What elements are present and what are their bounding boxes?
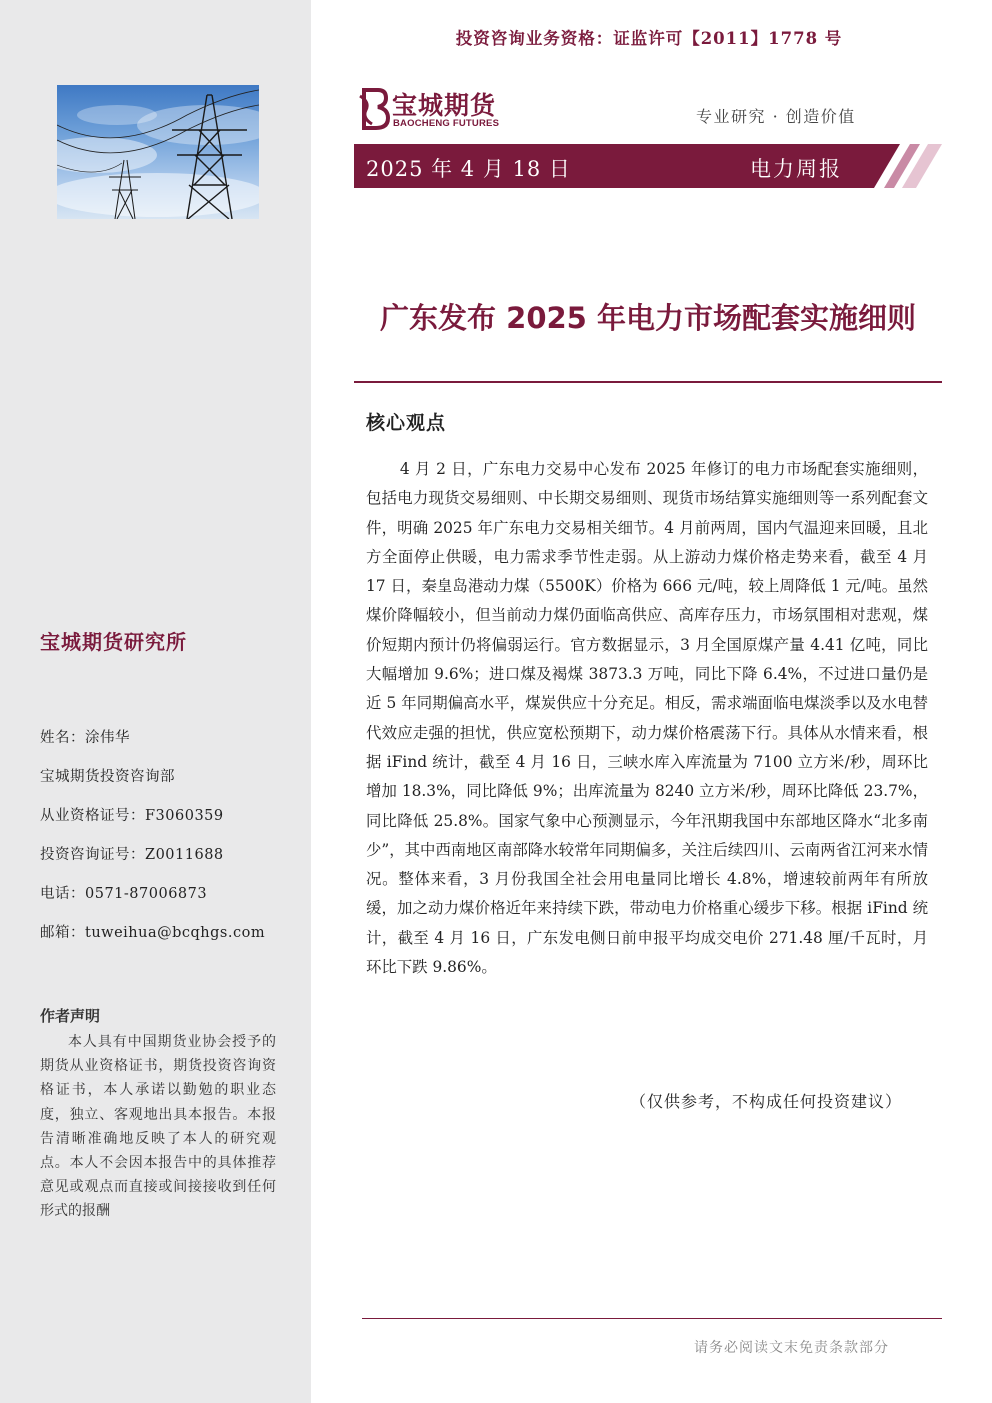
power-tower-image: [57, 85, 259, 219]
analyst-name: 姓名：涂伟华: [40, 730, 130, 746]
logo-mark-icon: [356, 86, 390, 132]
section-title: 核心观点: [366, 412, 447, 434]
consult-number: 投资咨询证号：Z0011688: [40, 847, 224, 863]
investment-disclaimer: （仅供参考，不构成任何投资建议）: [630, 1092, 903, 1111]
declaration-title: 作者声明: [40, 1007, 101, 1025]
report-date: 2025 年 4 月 18 日: [366, 157, 571, 181]
body-paragraph: 4 月 2 日，广东电力交易中心发布 2025 年修订的电力市场配套实施细则，包括电力现货交易细则、中长期交易细则、现货市场结算实施细则等一系列配套文件，明确 2025 年广东电力交易相关细节。4 月前两周，国内气温迎来回暖，且北方全面停止供暖，电力需求季节性走弱。从上游动力煤价格走势来看，截至 4 月 17 日，秦皇岛港动力煤（5500K）价格为 666 元/吨，较上周降低 1 元/吨。虽然煤价降幅较小，但当前动力煤仍面临高供应、高库存压力，市场氛围相对悲观，煤价短期内预计仍将偏弱运行。官方数据显示，3 月全国原煤产量 4.41 亿吨，同比大幅增加 9.6%；进口煤及褐煤 3873.3 万吨，同比下降 6.4%，不过进口量仍是近 5 年同期偏高水平，煤炭供应十分充足。相反，需求端面临电煤淡季以及水电替代效应走强的担忧，供应宽松预期下，动力煤价格震荡下行。具体从水情来看，根据 iFind 统计，截至 4 月 16 日，三峡水库入库流量为 7100 立方米/秒，周环比增加 18.3%，同比降低 9%；出库流量为 8240 立方米/秒，周环比降低 23.7%，同比降低 25.8%。国家气象中心预测显示，今年汛期我国中东部地区降水“北多南少”，其中西南地区南部降水较常年同期偏多，关注后续四川、云南两省江河来水情况。整体来看，3 月份我国全社会用电量同比增长 4.8%，增速较前两年有所放缓，加之动力煤价格近年来持续下跌，带动电力价格重心缓步下移。根据 iFind 统计，截至 4 月 16 日，广东发电侧日前申报平均成交电价 271.48 厘/千瓦时，月环比下跌 9.86%。: [366, 460, 929, 977]
institute-name: 宝城期货研究所: [40, 630, 187, 654]
department: 宝城期货投资咨询部: [40, 769, 175, 785]
report-type: 电力周报: [750, 157, 842, 181]
logo-chinese: 宝城期货: [392, 91, 497, 120]
company-logo: [356, 86, 526, 132]
email[interactable]: 邮箱：tuweihua@bcqhgs.com: [40, 925, 266, 941]
footer-divider: [362, 1318, 942, 1319]
sidebar: [0, 0, 311, 1403]
logo-english: BAOCHENG FUTURES: [393, 118, 500, 129]
report-title: 广东发布 2025 年电力市场配套实施细则: [380, 301, 916, 335]
declaration-text: 本人具有中国期货业协会授予的期货从业资格证书，期货投资咨询资格证书，本人承诺以勤勉的职业态度，独立、客观地出具本报告。本报告清晰准确地反映了本人的研究观点。本人不会因本报告中的具体推荐意见或观点而直接或间接接收到任何形式的报酬: [40, 1034, 276, 1220]
footer-note: 请务必阅读文末免责条款部分: [694, 1340, 889, 1356]
qualification-number: 从业资格证号：F3060359: [40, 808, 224, 824]
title-divider: [354, 381, 942, 383]
license-text: 投资咨询业务资格：证监许可【2011】1778 号: [455, 29, 843, 48]
phone: 电话：0571-87006873: [40, 886, 208, 902]
slogan: 专业研究 · 创造价值: [696, 107, 856, 126]
